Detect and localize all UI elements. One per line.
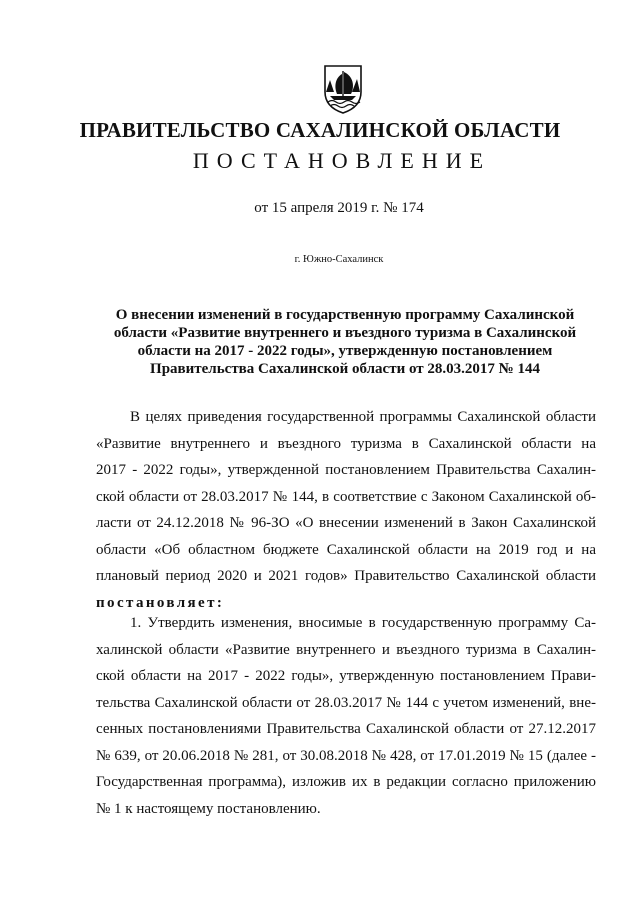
coat-of-arms-icon [320,62,366,114]
document-date-number: от 15 апреля 2019 г. № 174 [254,200,424,216]
body-line: № 1 к настоящему постановлению. [96,800,321,817]
body-line: ской области на 2017 - 2022 годы», утвержденную постановлением Прави- [96,668,596,684]
body-line: «Развитие внутреннего и въездного туризма в Сахалинской области на [96,435,596,452]
document-type: ПОСТАНОВЛЕНИЕ [192,148,492,173]
clause-1-paragraph [96,610,596,822]
body-line: 1. Утвердить изменения, вносимые в государственную программу Са- [130,615,596,631]
heading-line: О внесении изменений в государственную программу Сахалинской [115,307,575,323]
decree-word: постановляет: [96,594,225,611]
body-line: № 639, от 20.06.2018 № 281, от 30.08.2018 № 428, от 17.01.2019 № 15 (далее - [96,747,596,764]
body-line: В целях приведения государственной программы Сахалинской области [130,409,596,425]
issuing-city: г. Южно-Сахалинск [294,254,384,265]
body-line: ласти от 24.12.2018 № 96-ЗО «О внесении изменений в Закон Сахалинской [96,515,596,531]
government-title: ПРАВИТЕЛЬСТВО САХАЛИНСКОЙ ОБЛАСТИ [79,118,561,142]
body-line: области «Об областном бюджете Сахалинской области на 2019 год и на [96,541,596,558]
heading-line: области на 2017 - 2022 годы», утвержденную постановлением [137,343,553,359]
body-line: халинской области «Развитие внутреннего и въездного туризма в Сахалин- [96,641,596,658]
body-line: тельства Сахалинской области от 28.03.2017 № 144 с учетом изменений, вне- [96,694,596,711]
body-line: Государственная программа), изложив их в редакции согласно приложению [96,774,596,790]
heading-line: области «Развитие внутреннего и въездного туризма в Сахалинской [113,325,577,341]
body-line: сенных постановлениями Правительства Сахалинской области от 27.12.2017 [96,721,596,737]
document-heading [100,306,590,378]
body-line: плановый период 2020 и 2021 годов» Правительство Сахалинской области [96,568,596,584]
heading-line: Правительства Сахалинской области от 28.03.2017 № 144 [150,361,540,377]
body-line: ской области от 28.03.2017 № 144, в соответствие с Законом Сахалинской об- [96,488,596,505]
body-line: 2017 - 2022 годы», утвержденной постановлением Правительства Сахалин- [96,462,596,478]
preamble-paragraph [96,404,596,616]
